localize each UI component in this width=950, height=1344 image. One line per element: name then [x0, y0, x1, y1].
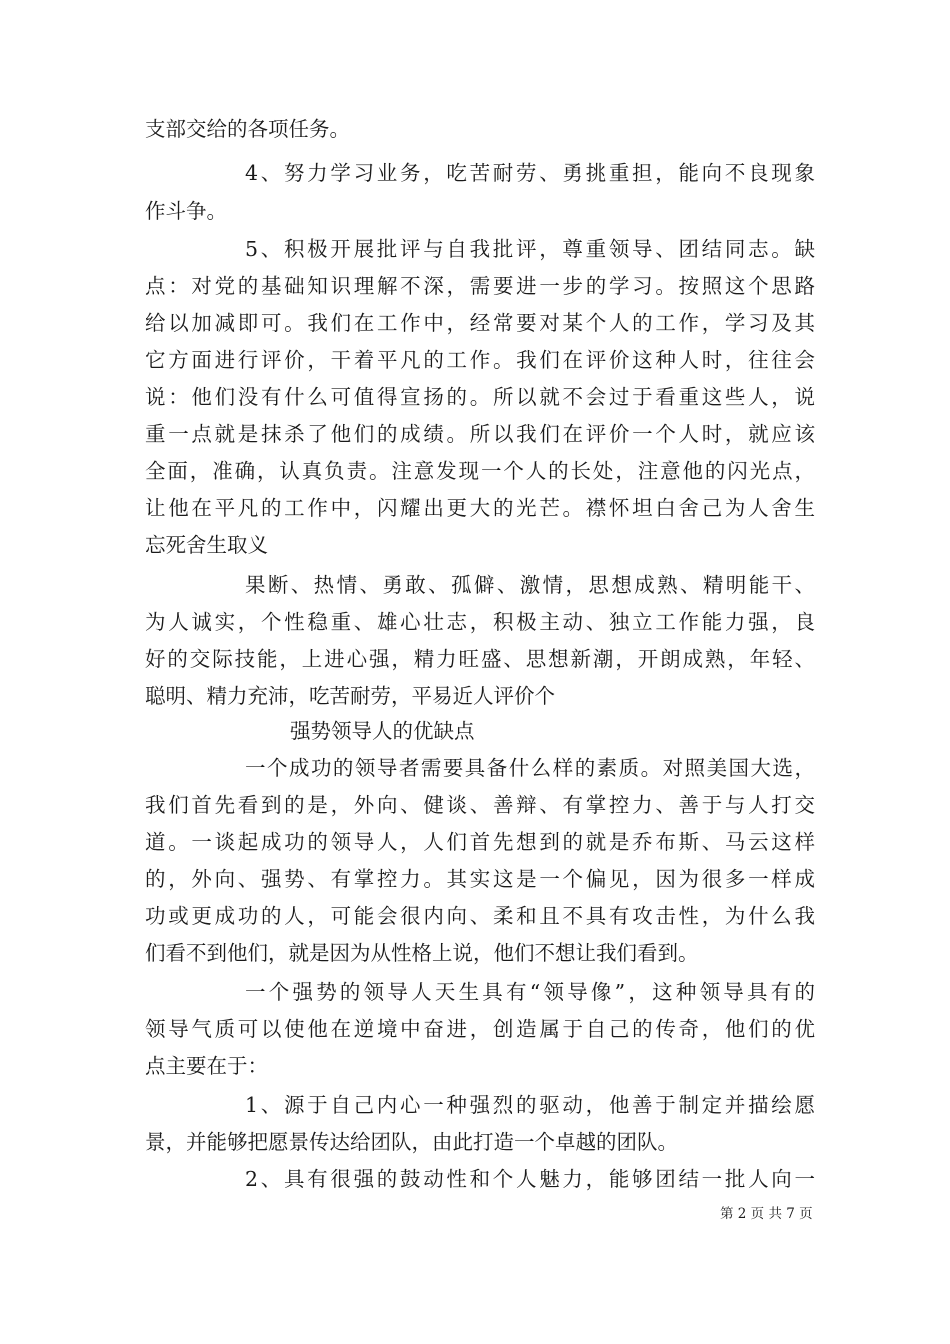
text-line: 4、努力学习业务，吃苦耐劳、勇挑重担，能向不良现象 [245, 161, 815, 185]
section-heading: 强势领导人的优缺点 [290, 719, 475, 743]
text-line: 点主要在于： [145, 1054, 268, 1078]
text-line: 让他在平凡的工作中，闪耀出更大的光芒。襟怀坦白舍己为人舍生 [145, 496, 815, 520]
text-line: 点：对党的基础知识理解不深，需要进一步的学习。按照这个思路 [145, 274, 815, 298]
text-line: 作斗争。 [145, 199, 227, 223]
text-line: 功或更成功的人，可能会很内向、柔和且不具有攻击性，为什么我 [145, 904, 815, 928]
text-line: 一个成功的领导者需要具备什么样的素质。对照美国大选， [245, 756, 815, 780]
text-line: 景，并能够把愿景传达给团队，由此打造一个卓越的团队。 [145, 1130, 678, 1154]
text-line: 好的交际技能，上进心强，精力旺盛、思想新潮，开朗成熟，年轻、 [145, 647, 815, 671]
text-line: 全面，准确，认真负责。注意发现一个人的长处，注意他的闪光点， [145, 459, 815, 483]
text-line: 聪明、精力充沛，吃苦耐劳，平易近人评价个 [145, 684, 555, 708]
text-line: 的，外向、强势、有掌控力。其实这是一个偏见，因为很多一样成 [145, 867, 815, 891]
text-line: 忘死舍生取义 [145, 533, 268, 557]
text-line: 给以加减即可。我们在工作中，经常要对某个人的工作，学习及其 [145, 311, 815, 335]
text-line: 我们首先看到的是，外向、健谈、善辩、有掌控力、善于与人打交 [145, 793, 815, 817]
text-line: 领导气质可以使他在逆境中奋进，创造属于自己的传奇，他们的优 [145, 1017, 815, 1041]
text-line: 一个强势的领导人天生具有“领导像”，这种领导具有的 [245, 980, 815, 1004]
text-line: 支部交给的各项任务。 [145, 117, 350, 141]
text-line: 说：他们没有什么可值得宣扬的。所以就不会过于看重这些人，说 [145, 385, 815, 409]
page-number-footer: 第 2 页 共 7 页 [720, 1206, 813, 1222]
text-line: 2、具有很强的鼓动性和个人魅力，能够团结一批人向一 [245, 1167, 815, 1191]
text-line: 它方面进行评价，干着平凡的工作。我们在评价这种人时，往往会 [145, 348, 815, 372]
text-line: 果断、热情、勇敢、孤僻、激情，思想成熟、精明能干、 [245, 573, 815, 597]
text-line: 重一点就是抹杀了他们的成绩。所以我们在评价一个人时，就应该 [145, 422, 815, 446]
text-line: 5、积极开展批评与自我批评，尊重领导、团结同志。缺 [245, 237, 815, 261]
text-line: 们看不到他们，就是因为从性格上说，他们不想让我们看到。 [145, 941, 699, 965]
text-line: 1、源于自己内心一种强烈的驱动，他善于制定并描绘愿 [245, 1093, 815, 1117]
text-line: 道。一谈起成功的领导人，人们首先想到的就是乔布斯、马云这样 [145, 830, 815, 854]
text-line: 为人诚实，个性稳重、雄心壮志，积极主动、独立工作能力强，良 [145, 610, 815, 634]
